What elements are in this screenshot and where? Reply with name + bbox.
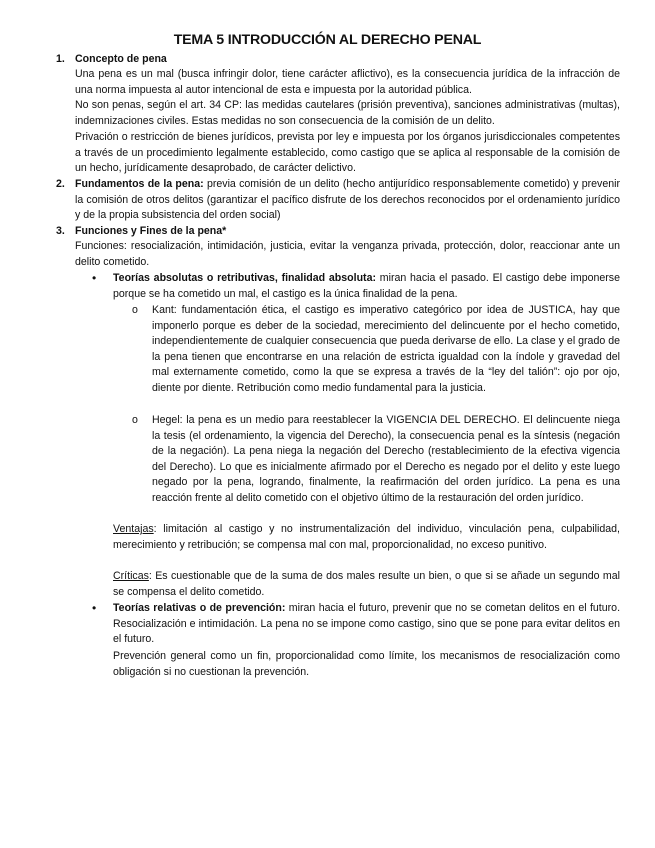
page-title: TEMA 5 INTRODUCCIÓN AL DERECHO PENAL	[173, 32, 482, 48]
absolute-theories-text: miran hacia el pasado. El castigo debe imponerse porque se ha cometido un mal, el castigo es la única finalidad de la pena.	[113, 272, 620, 300]
section-1-paragraph-3: Privación o restricción de bienes jurídicos, prevista por ley e impuesta por los órganos jurisdiccionales competentes a través de un procedimiento legalmente establecido, como castigo que se aplica al responsable de la comisión de un hecho, jurídicamente desaprobado, de carácter delictivo.	[75, 131, 620, 175]
bullet-marker: •	[92, 601, 97, 615]
criticas-text: : Es cuestionable que de la suma de dos males resulte un bien, o que si se añade un segundo mal se compensa el delito cometido.	[113, 570, 620, 598]
section-3-heading: Funciones y Fines de la pena*	[75, 225, 227, 237]
ventajas-label: Ventajas	[113, 523, 154, 535]
criticas-paragraph	[113, 569, 620, 600]
prevention-paragraph: Prevención general como un fin, proporcionalidad como límite, los mecanismos de resocialización como obligación si no cuestionan la prevención.	[113, 650, 620, 678]
absolute-theories-heading: Teorías absolutas o retributivas, finalidad absoluta:	[113, 272, 376, 284]
absolute-theories-paragraph	[113, 271, 620, 302]
section-2-text: previa comisión de un delito (hecho antijurídico responsablemente cometido) y prevenir la comisión de otros delitos (garantizar el pacífico disfrute de los derechos reconocidos por el ordenamiento jurídico y de la propia subsistencia del orden social)	[75, 178, 621, 222]
ventajas-text: : limitación al castigo y no instrumentalización del individuo, vinculación pena, culpabilidad, merecimiento y retribución; se compensa mal con mal, proporcionalidad, no exceso punitivo.	[113, 523, 620, 551]
sub-bullet-marker: o	[132, 414, 138, 426]
section-3-number: 3.	[56, 225, 65, 237]
kant-paragraph: Kant: fundamentación ética, el castigo es imperativo categórico por idea de JUSTICA, hay que imponerlo porque es deber de la sociedad, merecimiento del delincuente por el hecho cometido, independientemente de cualquier consecuencia que pueda derivarse de ello. La clase y el grado de la pena tienen que encontrarse en una relación de estricta igualdad con la índole y gravedad del mal externamente cometido, como la que se expresa a través de la “ley del talión”: ojo por ojo, diente por diente. Retribución como medio fundamental para la justicia.	[152, 304, 620, 394]
section-2-number: 2.	[56, 178, 65, 190]
section-1-number: 1.	[56, 53, 65, 65]
relative-theories-paragraph	[113, 601, 620, 648]
section-2-paragraph	[75, 177, 620, 224]
section-3-paragraph-1: Funciones: resocialización, intimidación, justicia, evitar la venganza privada, protección, dolor, reaccionar ante un delito cometido.	[75, 240, 620, 268]
criticas-label: Críticas	[113, 570, 149, 582]
ventajas-paragraph	[113, 522, 620, 553]
sub-bullet-marker: o	[132, 304, 138, 316]
section-1-heading: Concepto de pena	[75, 53, 167, 65]
section-2-heading: Fundamentos de la pena:	[75, 178, 204, 190]
hegel-paragraph: Hegel: la pena es un medio para reestablecer la VIGENCIA DEL DERECHO. El delincuente niega la tesis (el ordenamiento, la vigencia del Derecho), la consecuencia penal es la síntesis (negación de la negación). La pena niega la negación del Derecho (restablecimiento de la efectiva vigencia del Derecho). Lo que es inicialmente afirmado por el Derecho es negado por el delito y este luego negado por la pena, logrando, finalmente, la reafirmación del orden jurídico. La pena es una reacción frente al delito cometido con el objetivo último de la restauración del orden jurídico.	[152, 414, 620, 504]
relative-theories-heading: Teorías relativas o de prevención:	[113, 602, 286, 614]
section-1-paragraph-2: No son penas, según el art. 34 CP: las medidas cautelares (prisión preventiva), sanciones administrativas (multas), indemnizaciones civiles. Estas medidas no son consecuencia de la comisión de un delito.	[75, 99, 620, 127]
relative-theories-text: miran hacia el futuro, prevenir que no se cometan delitos en el futuro. Resocialización e intimidación. La pena no se impone como castigo, sino que se pone para evitar delitos en el futuro.	[113, 602, 621, 646]
bullet-marker: •	[92, 271, 97, 285]
section-1-paragraph-1: Una pena es un mal (busca infringir dolor, tiene carácter aflictivo), es la consecuencia jurídica de la infracción de una norma impuesta al autor intencional de esta e impuesta por la autoridad pública.	[75, 68, 620, 96]
